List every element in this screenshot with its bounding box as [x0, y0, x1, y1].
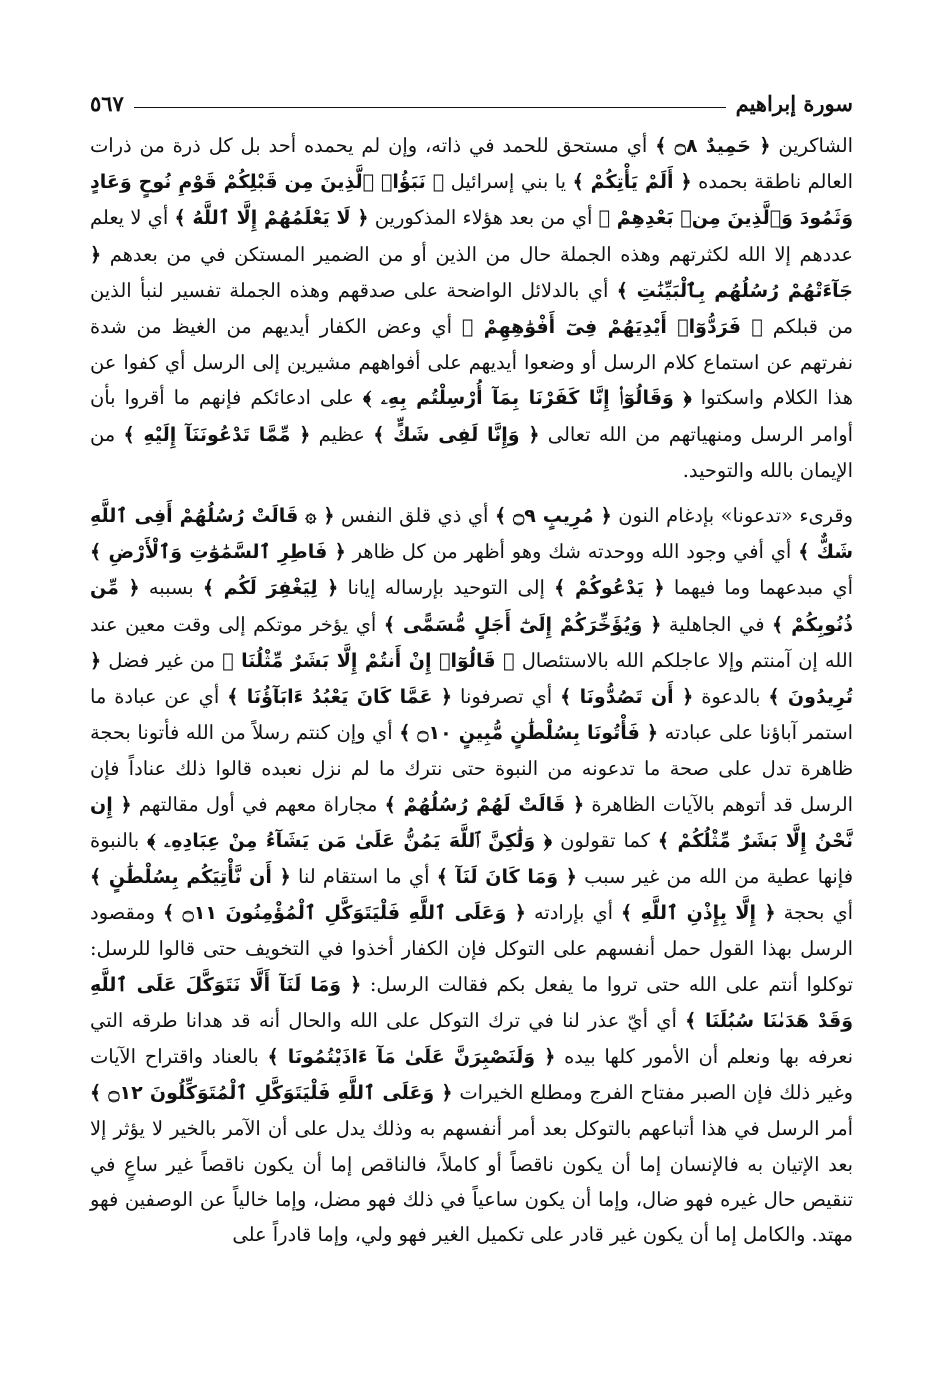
commentary-text: كما تقولون: [552, 828, 658, 852]
commentary-text: أي مبدعهما وما فيهما: [664, 576, 853, 600]
quran-verse: ﴿ أَن تَصُدُّونَا ﴾: [560, 686, 694, 709]
commentary-text: إلى التوحيد بإرساله إيانا: [338, 576, 555, 600]
commentary-text: أي لا يعلم عددهم إلا الله لكثرتهم وهذه الجملة حال من الذين أو من الضمير المستكن في من بعدهم: [90, 206, 853, 266]
quran-verse: ﴿ وَعَلَى ٱللَّهِ فَلْيَتَوَكَّلِ ٱلْمُتَوَكِّلُونَ ۝١٢ ﴾: [90, 1082, 453, 1105]
commentary-text: أمر الرسل في هذا أتباعهم بالتوكل بعد أمر أنفسهم به وذلك يدل على أن الآمر بالخير لا يؤثر إلا بعد الإتيان به فالإنسان إما أن يكون ناقصاً أو كاملاً، فالناقص إما أن يكون ناقصاً غير ساعٍ في تنقيص حال غيره فهو ضال، وإما أن يكون ساعياً في ذلك فهو مضل، وإما خالياً عن الوصفين فهو مهتد. والكامل إما أن يكون غير قادر على تكميل الغير فهو ولي، وإما قادراً على: [90, 1117, 853, 1247]
commentary-text: مجاراة معهم في أول مقالتهم: [131, 792, 385, 816]
quran-verse: ﴿ وَعَلَى ٱللَّهِ فَلْيَتَوَكَّلِ ٱلْمُؤْمِنُونَ ۝١١ ﴾: [163, 902, 526, 925]
commentary-text: أي أفي وجود الله ووحدته شك وهو أظهر من كل ظاهر: [345, 540, 799, 564]
commentary-text: ومقصود الرسل بهذا القول حمل أنفسهم على التوكل فإن الكفار أخذوا في التخويف حتى قالوا للرسل: توكلوا أنتم على الله حتى تروا ما يفعل بكم فقالت الرسل:: [90, 901, 853, 996]
paragraph: [90, 128, 853, 488]
quran-verse: ﴿ يَدْعُوكُمْ ﴾: [554, 577, 665, 600]
quran-verse: ﴿ وَقَالُوٓا۟ إِنَّا كَفَرْنَا بِمَآ أُرْسِلْتُم بِهِۦ ﴾: [362, 387, 692, 410]
commentary-text: بالدعوة: [693, 685, 769, 709]
commentary-text: في الجاهلية: [661, 612, 772, 636]
quran-verse: ﴿ إِلَّا بِإِذْنِ ٱللَّهِ ﴾: [621, 902, 776, 925]
commentary-text: بالنبوة فإنها عطية من الله من غير سبب: [90, 828, 853, 889]
commentary-text: أي أيّ عذر لنا في ترك التوكل على الله والحال أنه قد هدانا طرقه التي نعرفه بها ونعلم أن الأمور كلها بيده: [90, 1008, 853, 1069]
quran-verse: ﴿ وَإِنَّا لَفِى شَكٍّ ﴾: [373, 423, 540, 446]
quran-verse: ﴿ قَالَتْ لَهُمْ رُسُلُهُمْ ﴾: [384, 793, 585, 816]
quran-verse: ﴿ جَآءَتْهُمْ رُسُلُهُم بِٱلْبَيِّنَٰتِ ﴾: [90, 243, 854, 302]
quran-verse: ﴿ تُرِيدُونَ ﴾: [90, 649, 854, 709]
commentary-text: أي من بعد هؤلاء المذكورين: [368, 206, 599, 230]
commentary-text: من الإيمان بالله والتوحيد.: [90, 422, 853, 482]
header-rule: [134, 107, 726, 108]
commentary-text: أي يؤخر موتكم إلى وقت معين عند الله إن آمنتم وإلا عاجلكم الله بالاستئصال: [90, 612, 854, 672]
commentary-text: أي مستحق للحمد في ذاته، وإن لم يحمده أحد بل كل ذرة من ذرات العالم ناطقة بحمده: [90, 134, 853, 194]
commentary-text: على ادعائكم فإنهم ما أقروا بأن أوامر الرسل ومنهياتهم من الله تعالى: [90, 386, 853, 446]
tafsir-body: [90, 128, 853, 1252]
quran-verse: ﴿ وَيُؤَخِّرَكُمْ إِلَىٰٓ أَجَلٍ مُّسَمًّى ﴾: [383, 613, 662, 636]
commentary-text: وقرىء «تدعونا» بإدغام النون: [611, 504, 854, 528]
quran-verse: ﴿ أَن نَّأْتِيَكُم بِسُلْطَٰنٍ ﴾: [90, 866, 291, 889]
quran-verse: ﴿ إِن نَّحْنُ إِلَّا بَشَرٌ مِّثْلُكُمْ ﴾: [90, 793, 853, 852]
quran-verse: ﴿ مُرِيبٍ ۝٩ ﴾: [494, 505, 612, 528]
commentary-text: الشاكرين: [770, 134, 853, 157]
page-number: ٥٦٧: [90, 91, 124, 116]
commentary-text: أي بالدلائل الواضحة على صدقهم وهذه الجملة تفسير لنبأ الذين من قبلكم: [90, 278, 853, 339]
quran-verse: ﴿ قَالُوٓا۟ إِنْ أَنتُمْ إِلَّا بَشَرٌ مِّثْلُنَا ﴾: [222, 649, 515, 672]
commentary-text: من غير فضل: [101, 648, 223, 672]
quran-verse: ﴿ عَمَّا كَانَ يَعْبُدُ ءَابَآؤُنَا ﴾: [227, 686, 453, 709]
quran-verse: ﴿ مِّمَّا تَدْعُونَنَآ إِلَيْهِ ﴾: [123, 423, 311, 446]
commentary-text: أي بحجة: [775, 901, 854, 925]
commentary-text: أي وعض الكفار أيديهم من الغيظ من شدة نفرتهم عن استماع كلام الرسل أو وضعوا أيديهم على أفواههم مشيرين إلى الرسل أي كفوا عن هذا الكلام واسكتوا: [90, 315, 854, 410]
commentary-text: أي تصرفونا: [452, 685, 561, 709]
quran-verse: ﴿ لَا يَعْلَمُهُمْ إِلَّا ٱللَّهُ ﴾: [174, 207, 369, 230]
quran-verse: ﴿ مِّن ذُنُوبِكُمْ ﴾: [90, 577, 853, 636]
quran-verse: ﴿ نَبَؤُا۟ ٱلَّذِينَ مِن قَبْلِكُمْ قَوْمِ نُوحٍ وَعَادٍ وَثَمُودَ وَٱلَّذِينَ مِنۢ بَعْدِهِمْ ﴾: [90, 171, 853, 230]
quran-verse: ﴿ وَمَا كَانَ لَنَآ ﴾: [436, 866, 577, 889]
commentary-text: أي ما استقام لنا: [290, 865, 437, 889]
quran-verse: ﴿ فَاطِرِ ٱلسَّمَٰوَٰتِ وَٱلْأَرْضِ ﴾: [90, 541, 346, 564]
commentary-text: أي وإن كنتم رسلاً من الله فأتونا بحجة ظاهرة تدل على صحة ما تدعونه من النبوة حتى نترك ما لم نزل نعبده قالوا ذلك عناداً فإن الرسل قد أتوهم بالآيات الظاهرة: [90, 721, 854, 816]
commentary-text: أي عن عبادة ما استمر آباؤنا على عبادته: [90, 685, 854, 745]
quran-verse: ﴿ فَأْتُونَا بِسُلْطَٰنٍ مُّبِينٍ ۝١٠ ﴾: [399, 722, 659, 745]
quran-verse: ﴿ وَمَا لَنَآ أَلَّا نَتَوَكَّلَ عَلَى ٱللَّهِ وَقَدْ هَدَىٰنَا سُبُلَنَا ﴾: [90, 973, 854, 1032]
running-head: [90, 82, 853, 116]
quran-verse: ﴿ ۞ قَالَتْ رُسُلُهُمْ أَفِى ٱللَّهِ شَكٌّ ﴾: [90, 505, 854, 564]
quran-verse: ﴿ لِيَغْفِرَ لَكُم ﴾: [202, 577, 339, 600]
commentary-text: بالعناد واقتراح الآيات وغير ذلك فإن الصبر مفتاح الفرج ومطلع الخيرات: [90, 1045, 853, 1105]
quran-verse: ﴿ وَلَنَصْبِرَنَّ عَلَىٰ مَآ ءَاذَيْتُمُونَا ﴾: [267, 1046, 556, 1069]
paragraph: [90, 498, 853, 1252]
commentary-text: عظيم: [310, 422, 374, 446]
quran-verse: ﴿ أَلَمْ يَأْتِكُمْ ﴾: [572, 171, 692, 194]
commentary-text: أي ذي قلق النفس: [334, 504, 495, 528]
quran-verse: ﴿ حَمِيدٌ ۝٨ ﴾: [655, 135, 771, 157]
commentary-text: بسببه: [139, 576, 203, 600]
commentary-text: أي بإرادته: [525, 901, 622, 925]
surah-title: سورة إبراهيم: [735, 91, 853, 116]
quran-verse: ﴿ وَلَٰكِنَّ ٱللَّهَ يَمُنُّ عَلَىٰ مَن يَشَآءُ مِنْ عِبَادِهِۦ ﴾: [147, 829, 553, 852]
quran-verse: ﴿ فَرَدُّوٓا۟ أَيْدِيَهُمْ فِىٓ أَفْوَٰهِهِمْ ﴾: [461, 316, 763, 339]
commentary-text: يا بني إسرائيل: [444, 170, 573, 194]
